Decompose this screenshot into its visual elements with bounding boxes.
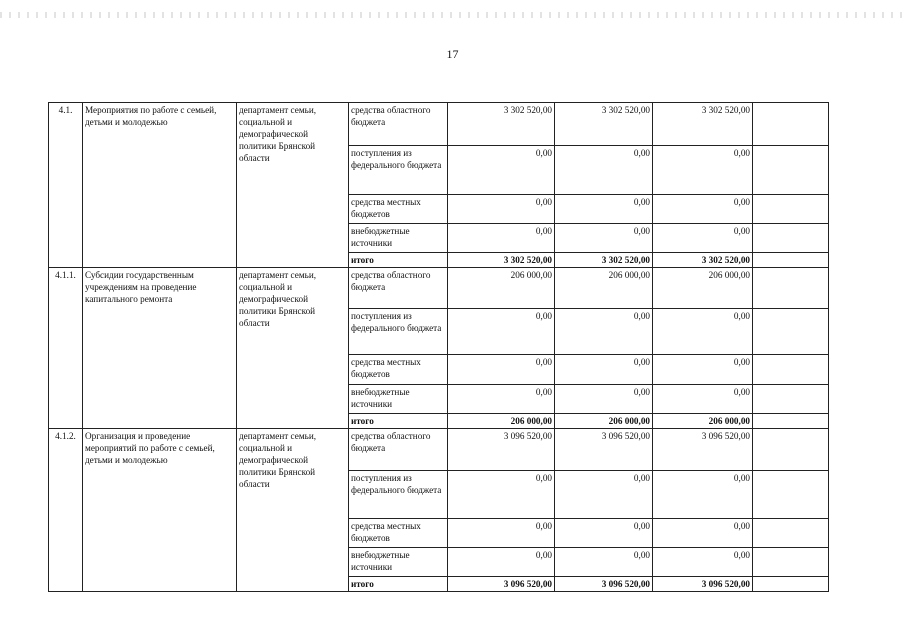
amount-year-1: 0,00 [448, 548, 555, 577]
amount-year-3: 3 302 520,00 [653, 253, 753, 268]
activity-name: Организация и проведение мероприятий по работе с семьей, детьми и молодежью [83, 429, 237, 592]
funding-source: средства местных бюджетов [349, 355, 448, 385]
empty-cell [753, 355, 829, 385]
amount-year-3: 3 096 520,00 [653, 577, 753, 592]
empty-cell [753, 224, 829, 253]
empty-cell [753, 253, 829, 268]
empty-cell [753, 548, 829, 577]
amount-year-1: 3 096 520,00 [448, 577, 555, 592]
funding-source: поступления из федерального бюджета [349, 471, 448, 519]
funding-source: итого [349, 253, 448, 268]
amount-year-2: 206 000,00 [555, 414, 653, 429]
amount-year-2: 0,00 [555, 224, 653, 253]
amount-year-3: 206 000,00 [653, 268, 753, 309]
empty-cell [753, 103, 829, 146]
amount-year-1: 3 096 520,00 [448, 429, 555, 471]
amount-year-1: 206 000,00 [448, 268, 555, 309]
amount-year-2: 0,00 [555, 471, 653, 519]
amount-year-1: 0,00 [448, 471, 555, 519]
executor: департамент семьи, социальной и демографической политики Брянской области [237, 103, 349, 268]
table-row [49, 429, 829, 471]
amount-year-3: 0,00 [653, 471, 753, 519]
amount-year-2: 3 096 520,00 [555, 577, 653, 592]
funding-source: итого [349, 414, 448, 429]
empty-cell [753, 268, 829, 309]
table-row [49, 268, 829, 309]
amount-year-2: 0,00 [555, 309, 653, 355]
funding-source: внебюджетные источники [349, 224, 448, 253]
amount-year-3: 0,00 [653, 385, 753, 414]
funding-source: итого [349, 577, 448, 592]
empty-cell [753, 309, 829, 355]
amount-year-3: 0,00 [653, 146, 753, 195]
funding-source: средства местных бюджетов [349, 519, 448, 548]
amount-year-3: 0,00 [653, 355, 753, 385]
funding-source: средства местных бюджетов [349, 195, 448, 224]
empty-cell [753, 519, 829, 548]
empty-cell [753, 471, 829, 519]
amount-year-2: 0,00 [555, 195, 653, 224]
amount-year-2: 3 302 520,00 [555, 253, 653, 268]
empty-cell [753, 577, 829, 592]
executor: департамент семьи, социальной и демографической политики Брянской области [237, 268, 349, 429]
table-row [49, 103, 829, 146]
activity-name: Мероприятия по работе с семьей, детьми и молодежью [83, 103, 237, 268]
funding-source: средства областного бюджета [349, 103, 448, 146]
empty-cell [753, 414, 829, 429]
amount-year-1: 0,00 [448, 385, 555, 414]
amount-year-2: 3 096 520,00 [555, 429, 653, 471]
amount-year-3: 0,00 [653, 224, 753, 253]
page-number: 17 [446, 47, 459, 61]
executor: департамент семьи, социальной и демографической политики Брянской области [237, 429, 349, 592]
scan-artifact-line [0, 12, 905, 18]
amount-year-2: 0,00 [555, 385, 653, 414]
amount-year-2: 0,00 [555, 146, 653, 195]
funding-source: средства областного бюджета [349, 268, 448, 309]
empty-cell [753, 429, 829, 471]
amount-year-3: 0,00 [653, 309, 753, 355]
amount-year-3: 0,00 [653, 519, 753, 548]
empty-cell [753, 146, 829, 195]
amount-year-2: 0,00 [555, 548, 653, 577]
amount-year-2: 206 000,00 [555, 268, 653, 309]
empty-cell [753, 195, 829, 224]
amount-year-3: 3 096 520,00 [653, 429, 753, 471]
budget-table [48, 102, 829, 592]
amount-year-1: 0,00 [448, 519, 555, 548]
empty-cell [753, 385, 829, 414]
amount-year-1: 0,00 [448, 309, 555, 355]
amount-year-3: 0,00 [653, 548, 753, 577]
amount-year-1: 0,00 [448, 355, 555, 385]
funding-source: поступления из федерального бюджета [349, 146, 448, 195]
item-number: 4.1. [49, 103, 83, 268]
amount-year-3: 206 000,00 [653, 414, 753, 429]
amount-year-2: 0,00 [555, 355, 653, 385]
amount-year-1: 0,00 [448, 224, 555, 253]
amount-year-2: 0,00 [555, 519, 653, 548]
amount-year-2: 3 302 520,00 [555, 103, 653, 146]
funding-source: средства областного бюджета [349, 429, 448, 471]
activity-name: Субсидии государственным учреждениям на проведение капитального ремонта [83, 268, 237, 429]
amount-year-3: 3 302 520,00 [653, 103, 753, 146]
amount-year-1: 3 302 520,00 [448, 103, 555, 146]
amount-year-3: 0,00 [653, 195, 753, 224]
amount-year-1: 0,00 [448, 195, 555, 224]
funding-source: внебюджетные источники [349, 548, 448, 577]
amount-year-1: 3 302 520,00 [448, 253, 555, 268]
item-number: 4.1.1. [49, 268, 83, 429]
funding-source: поступления из федерального бюджета [349, 309, 448, 355]
item-number: 4.1.2. [49, 429, 83, 592]
funding-source: внебюджетные источники [349, 385, 448, 414]
amount-year-1: 206 000,00 [448, 414, 555, 429]
amount-year-1: 0,00 [448, 146, 555, 195]
